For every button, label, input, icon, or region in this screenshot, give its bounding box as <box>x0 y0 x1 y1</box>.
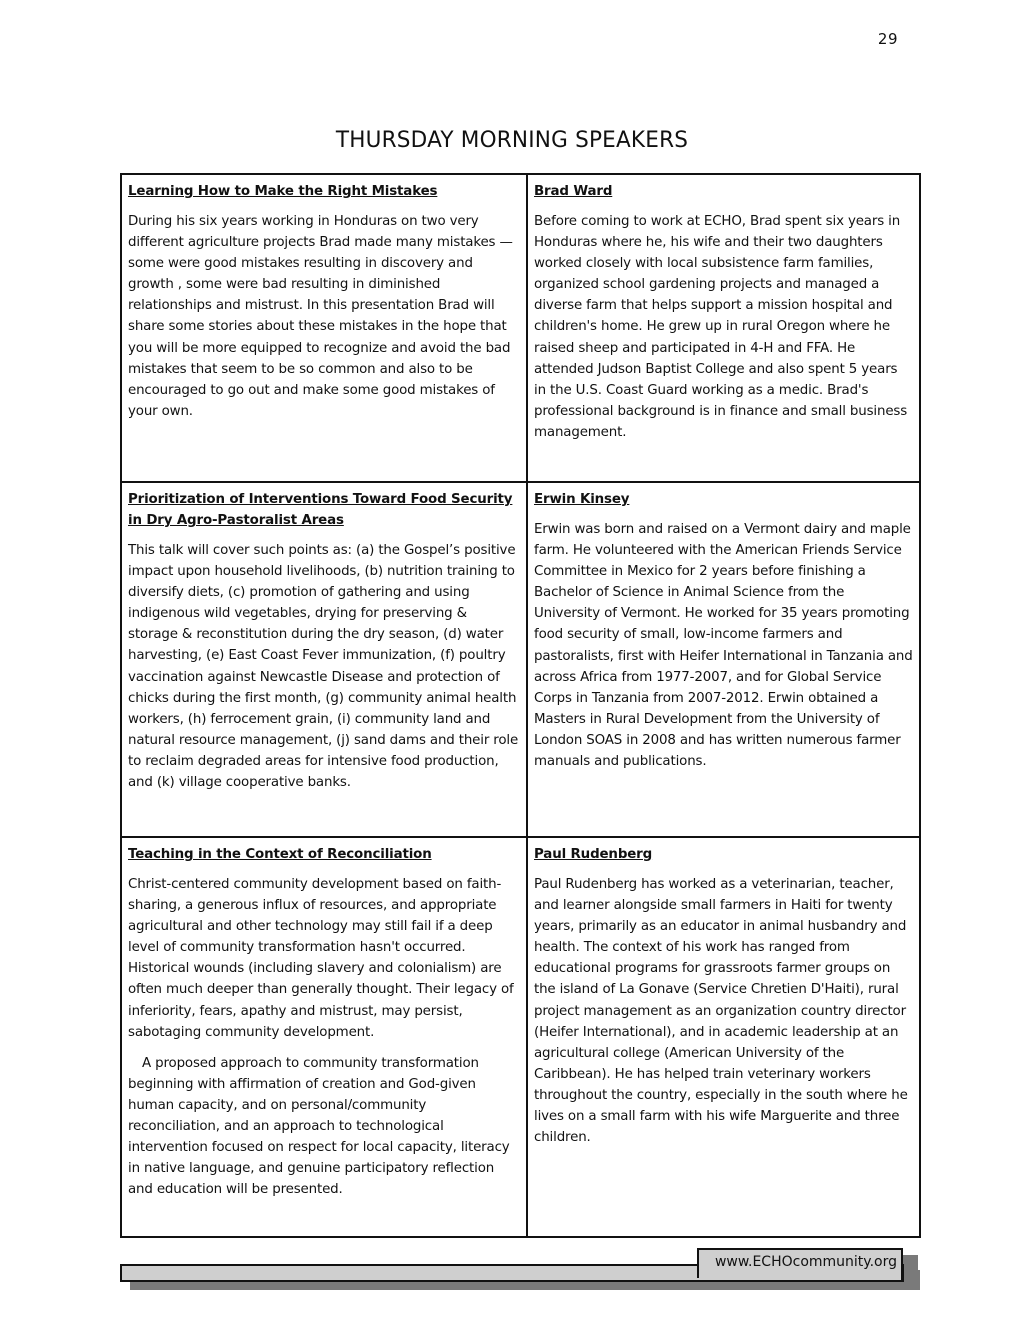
footer-tab-edge <box>901 1248 903 1282</box>
talk-title: Prioritization of Interventions Toward Food Security in Dry Agro-Pastoralist Areas <box>128 492 513 528</box>
page-title: THURSDAY MORNING SPEAKERS <box>335 128 689 153</box>
speaker-name: Paul Rudenberg <box>534 847 653 862</box>
talk-description: This talk will cover such points as: (a) the Gospel’s positive impact upon household livelihoods, (b) nutrition training to diversify diets, (c) promotion of gathering and using indigenous wild vegetables, drying for preserving & storage & reconstitution during the dry season, (d) water harvesting, (e) East Coast Fever immunization, (f) poultry vaccination against Newcastle Disease and protection of chicks during the first month, (g) community animal health workers, (h) ferrocement grain, (i) community land and natural resource management, (j) sand dams and their role to reclaim degraded areas for intensive food production, and (k) village cooperative banks. <box>128 543 519 791</box>
talk-cell <box>121 482 527 837</box>
session-row <box>121 482 920 837</box>
talk-cell <box>121 174 527 482</box>
speaker-bio: Before coming to work at ECHO, Brad spent six years in Honduras where he, his wife and their two daughters worked closely with local subsistence farm families, organized school gardening projects and managed a diverse farm that helps support a mission hospital and children's home. He grew up in rural Oregon where he raised sheep and participated in 4-H and FFA. He attended Judson Baptist College and also spent 5 years in the U.S. Coast Guard working as a medic. Brad's professional background is in finance and small business management. <box>534 214 908 440</box>
speaker-bio: Erwin was born and raised on a Vermont dairy and maple farm. He volunteered with the American Friends Service Committee in Mexico for 2 years before finishing a Bachelor of Science in Animal Science from the University of Vermont. He worked for 35 years promoting food security of small, low-income farmers and pastoralists, first with Heifer International in Tanzania and across Africa from 1977-2007, and for Global Service Corps in Tanzania from 2007-2012. Erwin obtained a Masters in Rural Development from the University of London SOAS in 2008 and has written numerous farmer manuals and publications. <box>534 522 913 770</box>
speaker-cell <box>527 837 920 1237</box>
session-row <box>121 174 920 482</box>
session-row <box>121 837 920 1237</box>
talk-description: Christ-centered community development based on faith-sharing, a generous influx of resources, and appropriate agricultural and other technology may still fail if a deep level of community transformation hasn't occurred. Historical wounds (including slavery and colonialism) are often much deeper than generally thought. Their legacy of inferiority, fears, apathy and mistrust, may persist, sabotaging community development. <box>128 877 514 1040</box>
speaker-bio: Paul Rudenberg has worked as a veterinarian, teacher, and learner alongside small farmers in Haiti for twenty years, primarily as an educator in animal husbandry and health. The context of his work has ranged from educational programs for grassroots farmer groups on the island of La Gonave (Service Chretien D'Haiti), rural project management as an organization country director (Heifer International), and in academic leadership at an agricultural college (American University of the Caribbean). He has helped train veterinary workers throughout the country, especially in the south where he lives on a small farm with his wife Marguerite and three children. <box>534 877 908 1146</box>
talk-description: A proposed approach to community transformation beginning with affirmation of creation and God-given human capacity, and on personal/community reconciliation, and an approach to technological intervention focused on respect for local capacity, literacy in native language, and genuine participatory reflection and education will be presented. <box>128 1055 510 1198</box>
talk-title: Teaching in the Context of Reconciliation <box>128 847 432 862</box>
speaker-name: Brad Ward <box>534 184 613 199</box>
website-link[interactable]: www.ECHOcommunity.org <box>714 1254 897 1270</box>
speakers-table <box>120 173 921 1238</box>
speaker-cell <box>527 174 920 482</box>
talk-description: During his six years working in Honduras on two very different agriculture projects Brad made many mistakes — some were good mistakes resulting in discovery and growth , some were bad resulting in diminished relationships and mistrust. In this presentation Brad will share some stories about these mistakes in the hope that you will be more equipped to recognize and avoid the bad mistakes that seem to be so common and also to be encouraged to go out and make some good mistakes of your own. <box>128 214 513 419</box>
speaker-cell <box>527 482 920 837</box>
talk-title: Learning How to Make the Right Mistakes <box>128 184 438 199</box>
speaker-name: Erwin Kinsey <box>534 492 630 507</box>
talk-cell <box>121 837 527 1237</box>
page-number: 29 <box>877 30 898 48</box>
